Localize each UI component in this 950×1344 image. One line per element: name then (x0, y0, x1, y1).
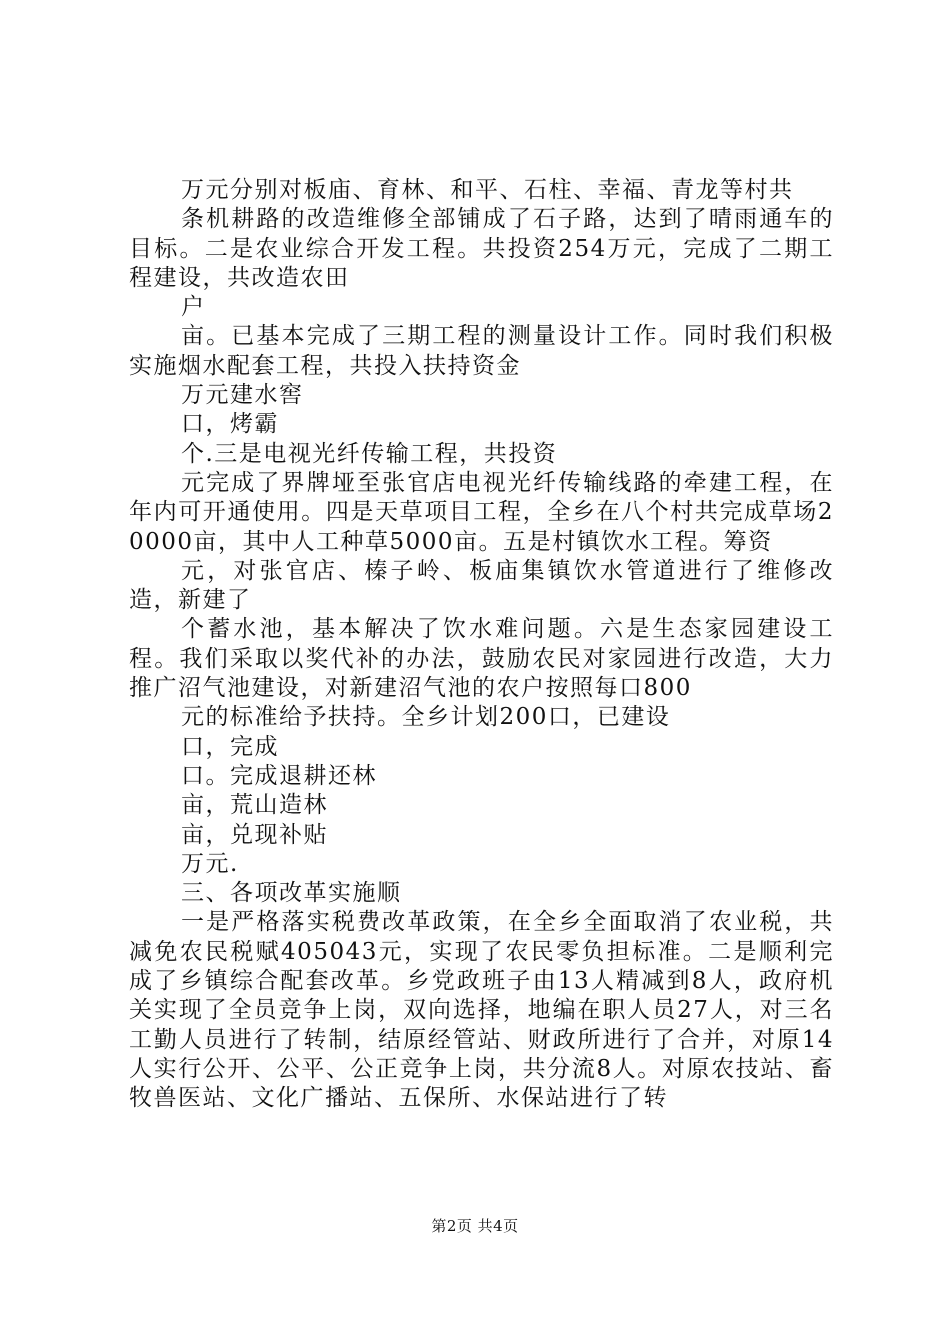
paragraph: 万元. (181, 850, 239, 877)
paragraph: 户 (181, 294, 206, 321)
paragraph: 亩，荒山造林 (181, 792, 328, 819)
document-body (129, 176, 834, 1114)
paragraph: 亩，兑现补贴 (181, 821, 328, 848)
paragraph: 亩。已基本完成了三期工程的测量设计工作。同时我们积极实施烟水配套工程，共投入扶持资金 (129, 323, 834, 379)
paragraph: 个蓄水池，基本解决了饮水难问题。六是生态家园建设工程。我们采取以奖代补的办法，鼓励农民对家园进行改造，大力推广沼气池建设，对新建沼气池的农户按照每口800 (129, 616, 834, 702)
paragraph: 一是严格落实税费改革政策，在全乡全面取消了农业税，共减免农民税赋405043元，实现了农民零负担标准。二是顺利完成了乡镇综合配套改革。乡党政班子由13人精减到8人，政府机关实现了全员竞争上岗，双向选择，地编在职人员27人，对三名工勤人员进行了转制，结原经管站、财政所进行了合并，对原14人实行公开、公平、公正竞争上岗，共分流8人。对原农技站、畜牧兽医站、文化广播站、五保所、水保站进行了转 (129, 909, 834, 1112)
paragraph: 条机耕路的改造维修全部铺成了石子路，达到了晴雨通车的目标。二是农业综合开发工程。共投资254万元，完成了二期工程建设，共改造农田 (129, 206, 834, 291)
paragraph: 个.三是电视光纤传输工程，共投资 (181, 440, 558, 467)
paragraph: 口，完成 (181, 733, 279, 760)
section-heading: 三、各项改革实施顺 (181, 880, 402, 907)
paragraph: 元的标准给予扶持。全乡计划200口，已建设 (181, 704, 671, 731)
paragraph: 元，对张官店、榛子岭、板庙集镇饮水管道进行了维修改造，新建了 (129, 557, 834, 614)
paragraph: 口，烤霸 (181, 411, 279, 438)
paragraph: 元完成了界牌垭至张官店电视光纤传输线路的牵建工程，在年内可开通使用。四是天草项目工程，全乡在八个村共完成草场20000亩，其中人工种草5000亩。五是村镇饮水工程。筹资 (129, 469, 834, 555)
paragraph: 万元建水窖 (181, 382, 304, 409)
page-number-label: 第2页 共4页 (431, 1217, 519, 1235)
paragraph: 万元分别对板庙、育林、和平、石柱、幸福、青龙等村共 (181, 177, 794, 203)
paragraph: 口。完成退耕还林 (181, 762, 377, 789)
page-footer (0, 1215, 950, 1236)
